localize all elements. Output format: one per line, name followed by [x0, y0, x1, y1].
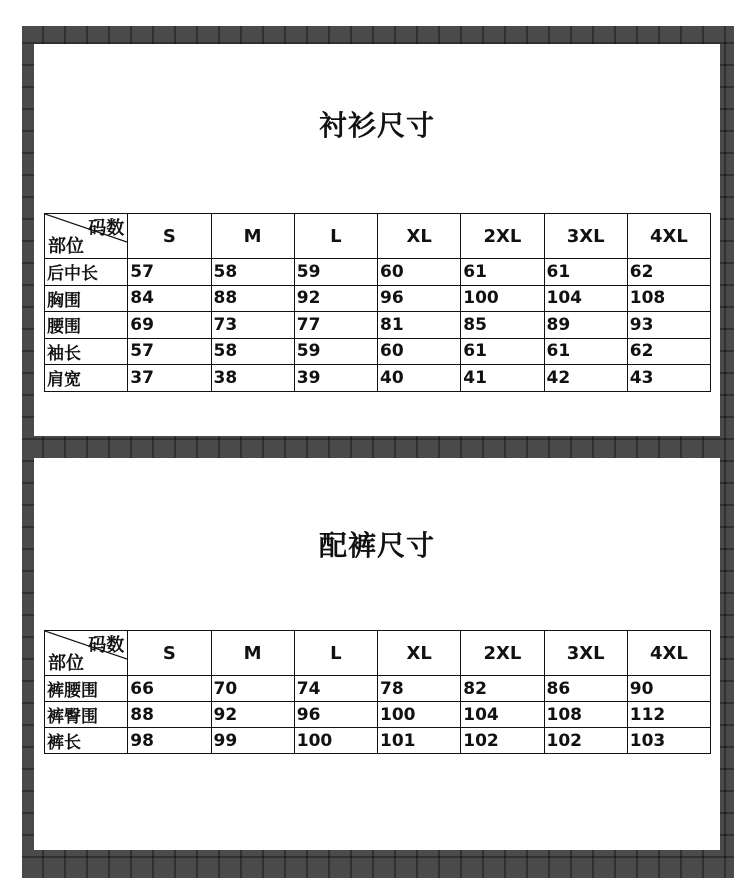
measurement-cell: 104	[544, 285, 627, 312]
corner-header-cell	[45, 631, 128, 676]
measurement-cell: 90	[627, 676, 710, 702]
corner-part-label: 部位	[48, 236, 84, 257]
table-row	[45, 702, 711, 728]
measurement-cell: 84	[128, 285, 211, 312]
row-label-cell: 裤长	[45, 728, 128, 754]
header-row	[45, 631, 711, 676]
measurement-cell: 61	[461, 338, 544, 365]
measurement-cell: 61	[544, 338, 627, 365]
measurement-cell: 60	[378, 259, 461, 286]
shirt-size-table	[44, 213, 711, 392]
shirt-size-panel	[34, 44, 720, 436]
measurement-cell: 61	[461, 259, 544, 286]
row-label-cell: 袖长	[45, 338, 128, 365]
measurement-cell: 78	[378, 676, 461, 702]
measurement-cell: 40	[378, 365, 461, 392]
size-header-cell: 3XL	[544, 214, 627, 259]
measurement-cell: 77	[294, 312, 377, 339]
measurement-cell: 74	[294, 676, 377, 702]
measurement-cell: 70	[211, 676, 294, 702]
header-row	[45, 214, 711, 259]
measurement-cell: 58	[211, 338, 294, 365]
measurement-cell: 38	[211, 365, 294, 392]
measurement-cell: 43	[627, 365, 710, 392]
measurement-cell: 86	[544, 676, 627, 702]
table-row	[45, 338, 711, 365]
size-header-cell: 2XL	[461, 214, 544, 259]
table-row	[45, 676, 711, 702]
measurement-cell: 88	[128, 702, 211, 728]
size-header-cell: M	[211, 214, 294, 259]
measurement-cell: 108	[544, 702, 627, 728]
size-header-cell: 3XL	[544, 631, 627, 676]
row-label-cell: 裤臀围	[45, 702, 128, 728]
measurement-cell: 100	[378, 702, 461, 728]
pants-size-table	[44, 630, 711, 754]
measurement-cell: 103	[627, 728, 710, 754]
size-header-cell: S	[128, 214, 211, 259]
measurement-cell: 100	[294, 728, 377, 754]
size-header-cell: 4XL	[627, 631, 710, 676]
size-header-cell: XL	[378, 214, 461, 259]
measurement-cell: 89	[544, 312, 627, 339]
size-header-cell: 4XL	[627, 214, 710, 259]
corner-size-label: 码数	[88, 218, 125, 239]
measurement-cell: 59	[294, 259, 377, 286]
measurement-cell: 96	[294, 702, 377, 728]
size-header-cell: XL	[378, 631, 461, 676]
row-label-cell: 后中长	[45, 259, 128, 286]
measurement-cell: 60	[378, 338, 461, 365]
pants-size-title: 配裤尺寸	[318, 529, 435, 562]
measurement-cell: 61	[544, 259, 627, 286]
measurement-cell: 73	[211, 312, 294, 339]
corner-size-label: 码数	[88, 635, 125, 656]
shirt-size-title: 衬衫尺寸	[318, 109, 435, 142]
measurement-cell: 88	[211, 285, 294, 312]
size-header-cell: 2XL	[461, 631, 544, 676]
measurement-cell: 57	[128, 259, 211, 286]
measurement-cell: 96	[378, 285, 461, 312]
measurement-cell: 66	[128, 676, 211, 702]
size-header-cell: M	[211, 631, 294, 676]
measurement-cell: 62	[627, 338, 710, 365]
measurement-cell: 102	[544, 728, 627, 754]
measurement-cell: 98	[128, 728, 211, 754]
measurement-cell: 85	[461, 312, 544, 339]
measurement-cell: 112	[627, 702, 710, 728]
measurement-cell: 39	[294, 365, 377, 392]
measurement-cell: 92	[211, 702, 294, 728]
measurement-cell: 99	[211, 728, 294, 754]
table-row	[45, 365, 711, 392]
size-header-cell: S	[128, 631, 211, 676]
measurement-cell: 58	[211, 259, 294, 286]
measurement-cell: 104	[461, 702, 544, 728]
measurement-cell: 41	[461, 365, 544, 392]
measurement-cell: 108	[627, 285, 710, 312]
table-row	[45, 728, 711, 754]
measurement-cell: 69	[128, 312, 211, 339]
measurement-cell: 93	[627, 312, 710, 339]
measurement-cell: 62	[627, 259, 710, 286]
measurement-cell: 101	[378, 728, 461, 754]
table-row	[45, 312, 711, 339]
measurement-cell: 81	[378, 312, 461, 339]
row-label-cell: 胸围	[45, 285, 128, 312]
measurement-cell: 57	[128, 338, 211, 365]
table-row	[45, 259, 711, 286]
table-row	[45, 285, 711, 312]
row-label-cell: 裤腰围	[45, 676, 128, 702]
measurement-cell: 100	[461, 285, 544, 312]
size-header-cell: L	[294, 214, 377, 259]
size-header-cell: L	[294, 631, 377, 676]
measurement-cell: 59	[294, 338, 377, 365]
row-label-cell: 腰围	[45, 312, 128, 339]
measurement-cell: 102	[461, 728, 544, 754]
row-label-cell: 肩宽	[45, 365, 128, 392]
measurement-cell: 42	[544, 365, 627, 392]
corner-part-label: 部位	[48, 653, 84, 674]
corner-header-cell	[45, 214, 128, 259]
measurement-cell: 82	[461, 676, 544, 702]
pants-size-panel	[34, 458, 720, 850]
measurement-cell: 92	[294, 285, 377, 312]
measurement-cell: 37	[128, 365, 211, 392]
